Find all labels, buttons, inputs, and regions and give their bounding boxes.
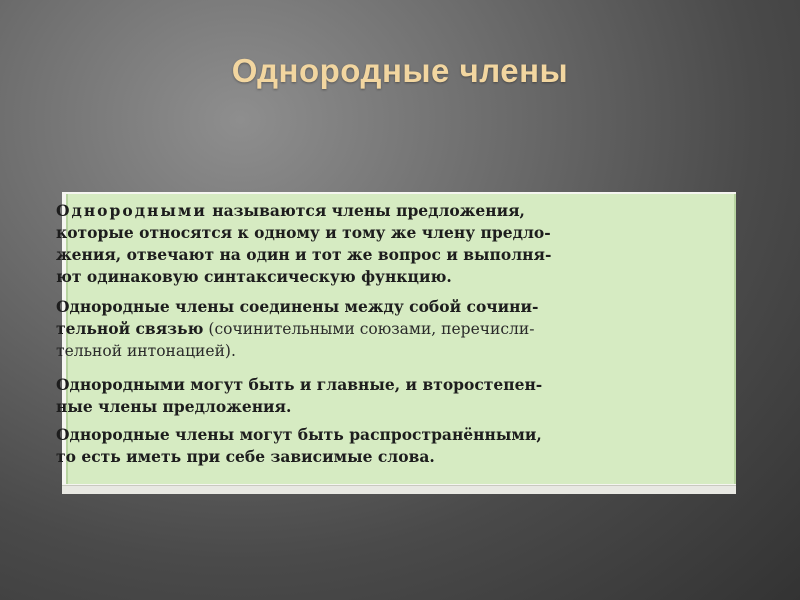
paragraph-definition-line-3: жения, отвечают на один и тот же вопрос и выполня- <box>56 245 552 264</box>
page-bottom-strip <box>62 485 736 494</box>
paragraph-extended-line-2: то есть иметь при себе зависимые слова. <box>56 447 435 466</box>
paragraph-connection-line-1: Однородные члены соединены между собой сочини- <box>56 297 539 316</box>
paragraph-connection <box>56 296 704 362</box>
paragraph-members-line-1: Однородными могут быть и главные, и второстепен- <box>56 375 543 394</box>
paragraph-extended-line-1: Однородные члены могут быть распространёнными, <box>56 425 542 444</box>
paragraph-definition-line-4: ют одинаковую синтаксическую функцию. <box>56 267 452 286</box>
term-coordinating-connection: тельной связью <box>56 319 204 338</box>
paragraph-definition-line-1-rest: называются члены предложения, <box>206 201 525 220</box>
paragraph-members-line-2: ные члены предложения. <box>56 397 292 416</box>
paragraph-definition-line-2: которые относятся к одному и тому же члену предло- <box>56 223 551 242</box>
paragraph-members <box>56 374 704 418</box>
paragraph-connection-line-2 <box>56 318 704 340</box>
term-homogeneous: Однородными <box>56 201 207 220</box>
paragraph-definition-line-1 <box>56 200 704 222</box>
slide-title: Однородные члены <box>231 52 569 89</box>
paragraph-connection-line-2-rest: (сочинительными союзами, перечисли- <box>203 320 535 338</box>
paragraph-connection-line-3: тельной интонацией). <box>56 342 236 360</box>
paragraph-definition <box>56 200 704 288</box>
paragraph-extended <box>56 424 704 468</box>
